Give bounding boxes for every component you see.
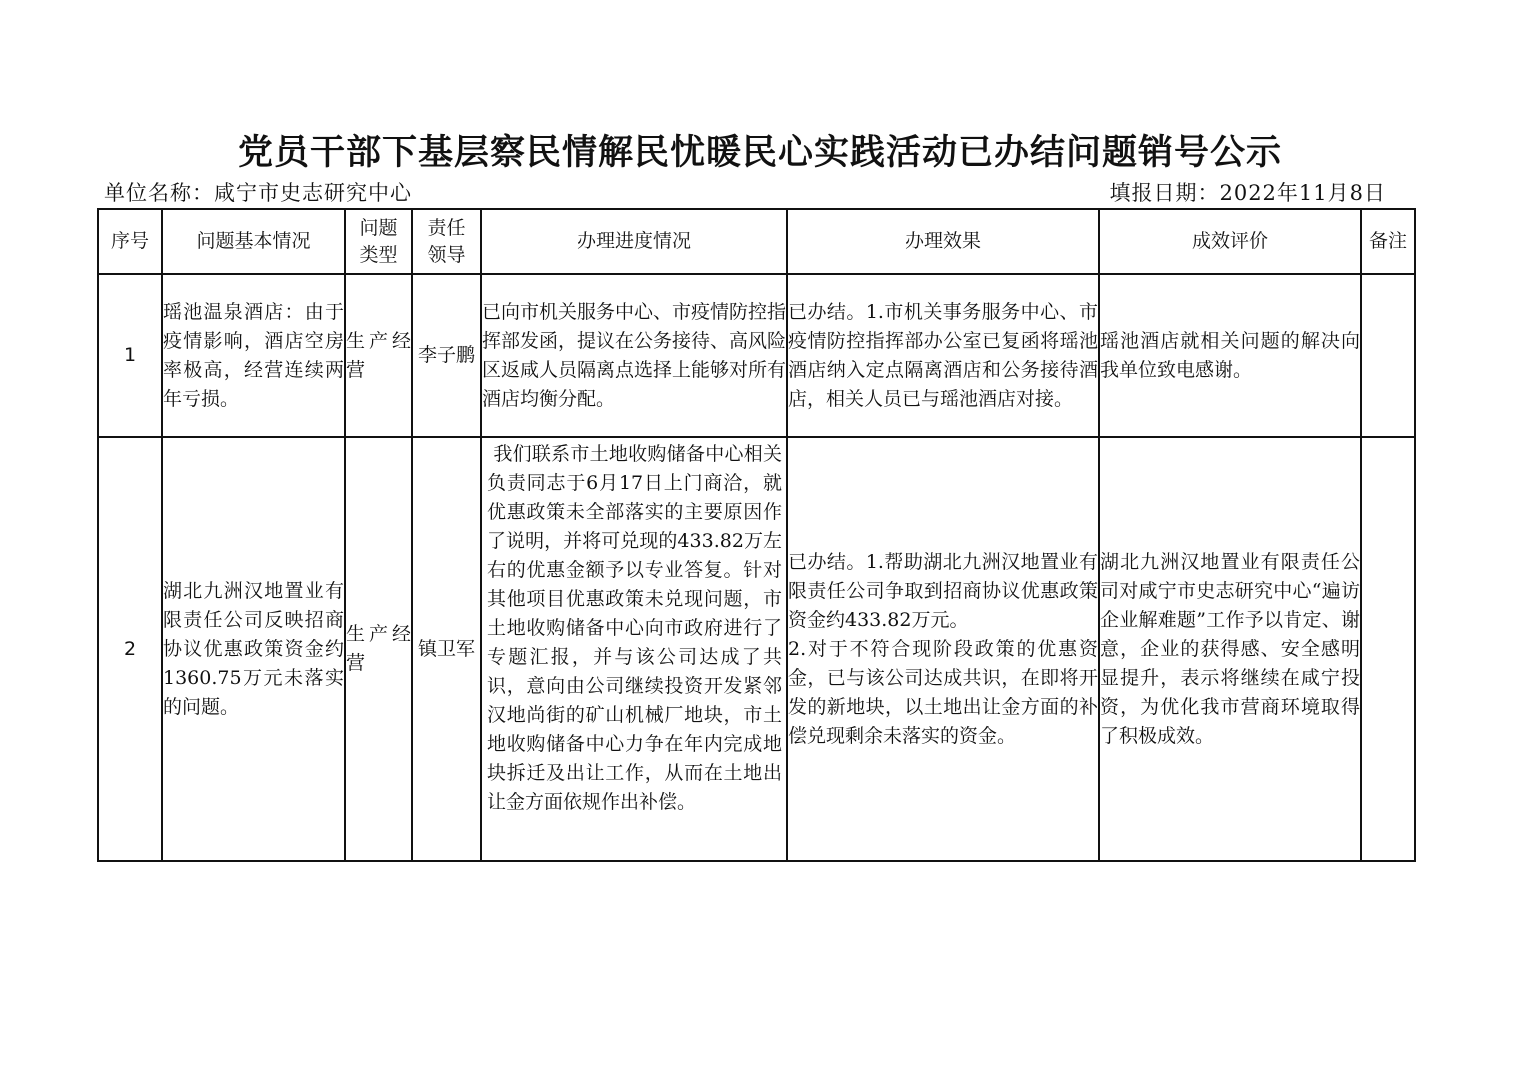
- row-progress-cell: [481, 437, 787, 861]
- row-no: 1: [98, 274, 162, 437]
- col-header-type-line2: 类型: [359, 243, 398, 266]
- row-problem: 湖北九洲汉地置业有限责任公司反映招商协议优惠政策资金约1360.75万元未落实的问题。: [162, 437, 345, 861]
- row-effect-part1: 已办结。1.帮助湖北九洲汉地置业有限责任公司争取到招商协议优惠政策资金约433.82万元。: [788, 550, 1098, 631]
- row-leader: 镇卫军: [412, 437, 481, 861]
- row-effect-part2: 2.对于不符合现阶段政策的优惠资金，已与该公司达成共识，在即将开发的新地块，以土地出让金方面的补偿兑现剩余未落实的资金。: [788, 637, 1098, 747]
- table-row: [98, 274, 1415, 437]
- header-info: [104, 178, 1394, 208]
- row-type: 生产经营: [345, 437, 412, 861]
- row-effect: 已办结。1.市机关事务服务中心、市疫情防控指挥部办公室已复函将瑶池酒店纳入定点隔离酒店和公务接待酒店，相关人员已与瑶池酒店对接。: [787, 274, 1099, 437]
- fill-date: 填报日期：2022年11月8日: [1109, 181, 1386, 205]
- unit-name: 单位名称：咸宁市史志研究中心: [104, 181, 412, 205]
- row-no: 2: [98, 437, 162, 861]
- col-header-leader-line2: 领导: [427, 243, 466, 266]
- row-problem: 瑶池温泉酒店：由于疫情影响，酒店空房率极高，经营连续两年亏损。: [162, 274, 345, 437]
- col-header-evaluation: 成效评价: [1099, 209, 1361, 274]
- col-header-effect: 办理效果: [787, 209, 1099, 274]
- row-type: 生产经营: [345, 274, 412, 437]
- table-header-row: [98, 209, 1415, 274]
- table-row: [98, 437, 1415, 861]
- row-remark: [1361, 437, 1415, 861]
- col-header-problem: 问题基本情况: [162, 209, 345, 274]
- col-header-remark: 备注: [1361, 209, 1415, 274]
- row-leader: 李子鹏: [412, 274, 481, 437]
- row-remark: [1361, 274, 1415, 437]
- page-title: 党员干部下基层察民情解民忧暖民心实践活动已办结问题销号公示: [237, 133, 1282, 173]
- row-evaluation: 湖北九洲汉地置业有限责任公司对咸宁市史志研究中心“遍访企业解难题”工作予以肯定、谢意，企业的获得感、安全感明显提升，表示将继续在咸宁投资，为优化我市营商环境取得了积极成效。: [1099, 437, 1361, 861]
- row-progress: 我们联系市土地收购储备中心相关负责同志于6月17日上门商洽，就优惠政策未全部落实的主要原因作了说明，并将可兑现的433.82万左右的优惠金额予以专业答复。针对其他项目优惠政策未兑现问题，市土地收购储备中心向市政府进行了专题汇报，并与该公司达成了共识，意向由公司继续投资开发紧邻汉地尚街的矿山机械厂地块，市土地收购储备中心力争在年内完成地块拆迁及出让工作，从而在土地出让金方面依规作出补偿。: [487, 443, 782, 813]
- col-header-leader-line1: 责任: [427, 216, 466, 239]
- col-header-type: [345, 209, 412, 274]
- col-header-progress: 办理进度情况: [481, 209, 787, 274]
- row-evaluation: 瑶池酒店就相关问题的解决向我单位致电感谢。: [1099, 274, 1361, 437]
- col-header-type-line1: 问题: [359, 216, 398, 239]
- issues-table: [97, 208, 1416, 862]
- row-progress: 已向市机关服务中心、市疫情防控指挥部发函，提议在公务接待、高风险区返咸人员隔离点选择上能够对所有酒店均衡分配。: [481, 274, 787, 437]
- col-header-leader: [412, 209, 481, 274]
- row-effect: [787, 437, 1099, 861]
- col-header-no: 序号: [98, 209, 162, 274]
